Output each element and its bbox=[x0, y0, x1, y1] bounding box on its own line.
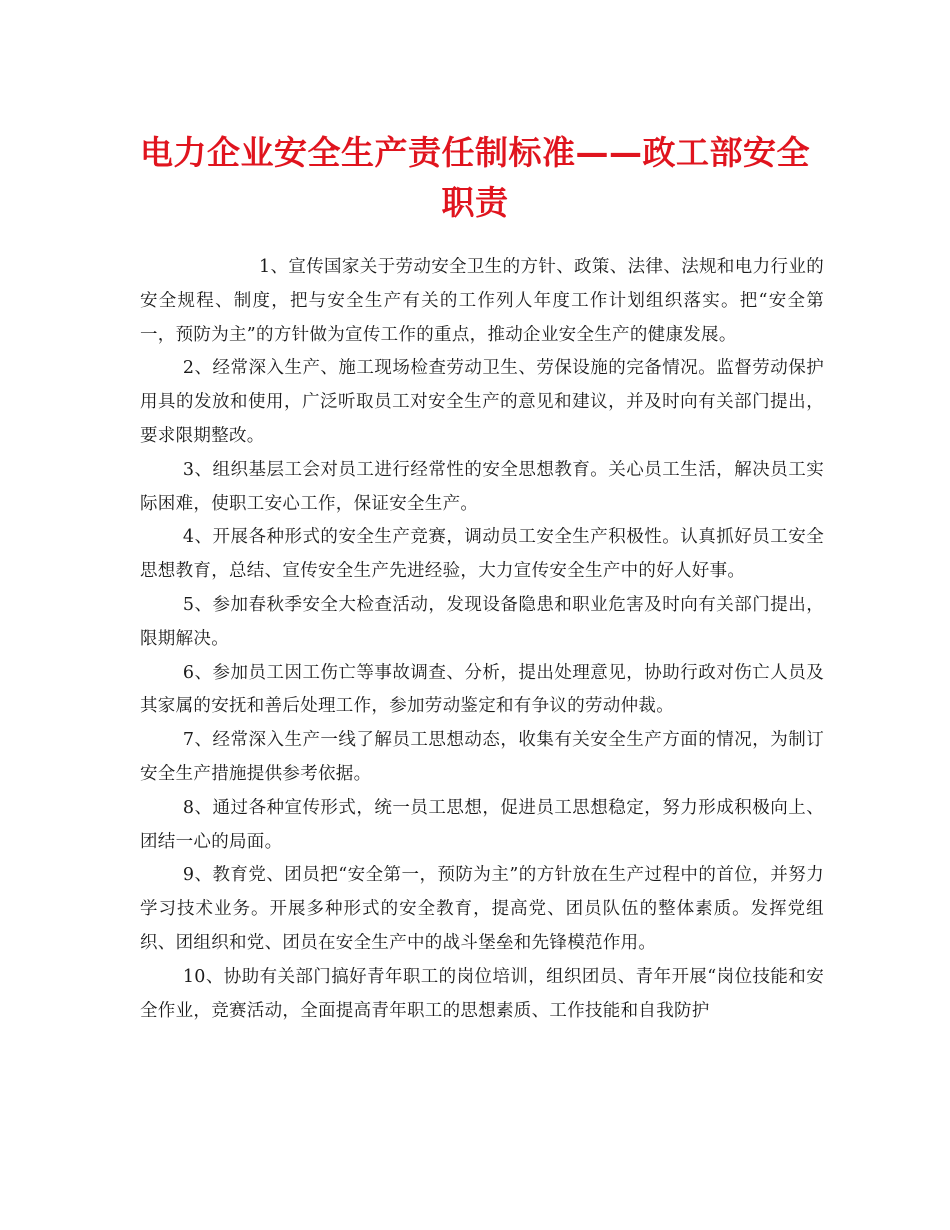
paragraph-9: 9、教育党、团员把“安全第一，预防为主”的方针放在生产过程中的首位，并努力学习技术业务。开展多种形式的安全教育，提高党、团员队伍的整体素质。发挥党组织、团组织和党、团员在安全生产中的战斗堡垒和先锋模范作用。 bbox=[140, 865, 824, 953]
paragraph-10: 10、协助有关部门搞好青年职工的岗位培训，组织团员、青年开展“岗位技能和安全作业，竞赛活动，全面提高青年职工的思想素质、工作技能和自我防护 bbox=[140, 966, 824, 1021]
paragraph-8: 8、通过各种宣传形式，统一员工思想，促进员工思想稳定，努力形成积极向上、团结一心的局面。 bbox=[140, 797, 824, 852]
document-body bbox=[140, 251, 824, 1028]
paragraph-4: 4、开展各种形式的安全生产竞赛，调动员工安全生产积极性。认真抓好员工安全思想教育，总结、宣传安全生产先进经验，大力宣传安全生产中的好人好事。 bbox=[140, 527, 824, 582]
paragraph-7: 7、经常深入生产一线了解员工思想动态，收集有关安全生产方面的情况，为制订安全生产措施提供参考依据。 bbox=[140, 730, 824, 784]
paragraph-2: 2、经常深入生产、施工现场检查劳动卫生、劳保设施的完备情况。监督劳动保护用具的发放和使用，广泛听取员工对安全生产的意见和建议，并及时向有关部门提出，要求限期整改。 bbox=[140, 358, 824, 446]
paragraph-6: 6、参加员工因工伤亡等事故调查、分析，提出处理意见，协助行政对伤亡人员及其家属的安抚和善后处理工作，参加劳动鉴定和有争议的劳动仲裁。 bbox=[140, 662, 824, 717]
document-title: 电力企业安全生产责任制标准——政工部安全职责 bbox=[140, 133, 810, 222]
paragraph-5: 5、参加春秋季安全大检查活动，发现设备隐患和职业危害及时向有关部门提出，限期解决。 bbox=[140, 594, 824, 649]
paragraph-1: 1、宣传国家关于劳动安全卫生的方针、政策、法律、法规和电力行业的安全规程、制度，把与安全生产有关的工作列人年度工作计划组织落实。把“安全第一，预防为主”的方针做为宣传工作的重点，推动企业安全生产的健康发展。 bbox=[140, 257, 824, 345]
paragraph-3: 3、组织基层工会对员工进行经常性的安全思想教育。关心员工生活，解决员工实际困难，使职工安心工作，保证安全生产。 bbox=[140, 459, 824, 514]
